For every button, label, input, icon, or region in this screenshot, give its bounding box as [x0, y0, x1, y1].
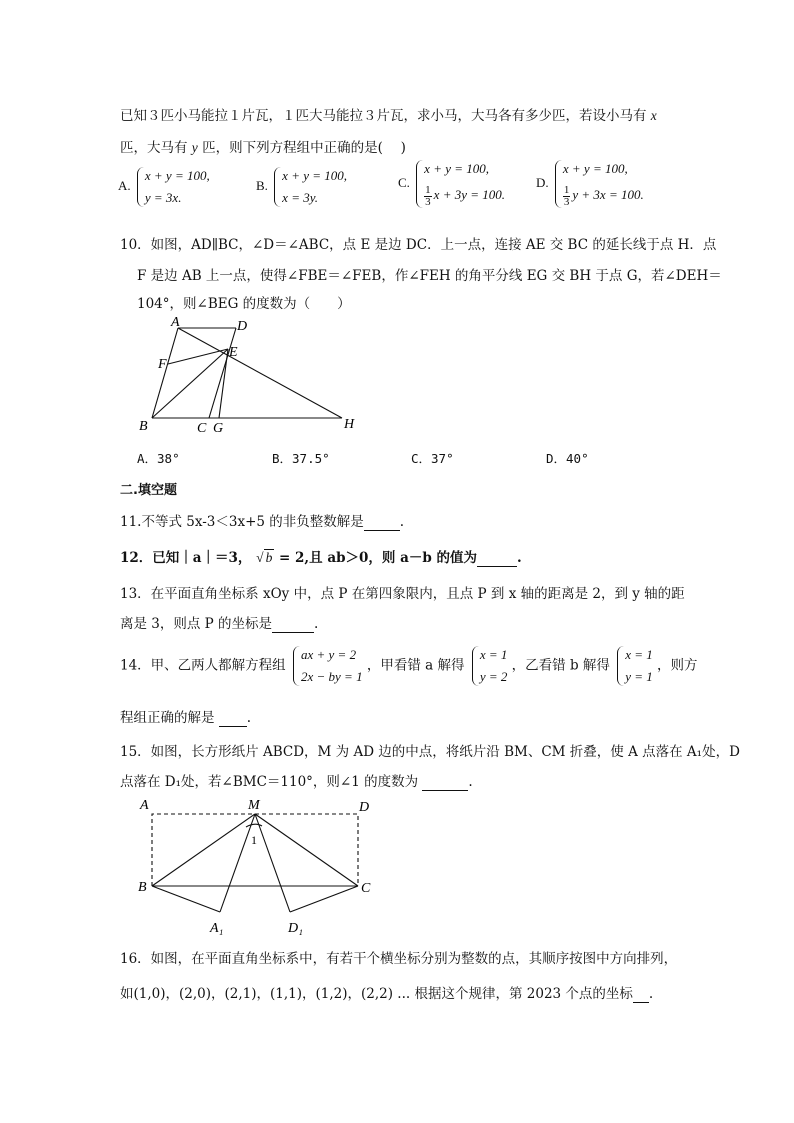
q10-option-a[interactable]: A．38° — [137, 451, 180, 466]
q13-line2: 离是 3，则点 P 的坐标是 . — [120, 616, 319, 632]
q10-segment-ab — [152, 328, 178, 418]
q9-option-d-system: x + y = 100, $\frac{1}{3}$ y + 3x = 100. — [554, 158, 644, 210]
q9-option-c-fraction: $\frac{1}{3}$ — [425, 183, 431, 208]
q14-answer-blank[interactable] — [219, 710, 247, 727]
q15-dashed-rectangle — [152, 814, 358, 886]
q15-label-a: A — [140, 798, 149, 813]
q13-line1: 13．在平面直角坐标系 xOy 中，点 P 在第四象限内，且点 P 到 x 轴的距离是 2，到 y 轴的距 — [120, 586, 685, 602]
q15-line2: 点落在 D₁处，若∠BMC＝110°，则∠1 的度数为 . — [120, 774, 473, 790]
q16-line2: 如(1,0)，(2,0)，(2,1)，(1,1)，(1,2)，(2,2) ... 根据这个规律，第 2023 个点的坐标 . — [120, 986, 654, 1002]
q10-segment-ah — [178, 328, 342, 418]
q9-option-b-system: x + y = 100, x = 3y. — [273, 165, 347, 209]
q12-answer-blank[interactable] — [477, 550, 517, 567]
q14-system: ax + y = 2 2x − by = 1 — [292, 644, 363, 688]
q10-line2: F 是边 AB 上一点，使得∠FBE＝∠FEB，作∠FEH 的角平分线 EG 交 BH 于点 G，若∠DEH＝ — [137, 268, 722, 284]
q15-segment-cd1 — [290, 886, 358, 912]
q12: 12．已知｜a｜＝3， √ b = 2,且 ab＞0，则 a－b 的值为 . — [120, 550, 522, 566]
q11-answer-blank[interactable] — [364, 514, 400, 531]
q10-option-b[interactable]: B．37.5° — [272, 451, 330, 466]
q11: 11.不等式 5x-3＜3x+5 的非负整数解是 . — [120, 514, 405, 530]
q16-line1: 16．如图，在平面直角坐标系中，有若干个横坐标分别为整数的点，其顺序按图中方向排列， — [120, 951, 678, 967]
q14-jia-solution: x = 1 y = 2 — [471, 644, 508, 688]
q10-option-c[interactable]: C．37° — [411, 451, 454, 466]
q9-line2: 匹，大马有 y 匹，则下列方程组中正确的是( ) — [120, 140, 406, 156]
q9-option-b[interactable]: B. x + y = 100, x = 3y. — [256, 165, 347, 209]
q12-sqrt: √ b — [256, 550, 273, 565]
q9-option-a[interactable]: A. x + y = 100, y = 3x. — [118, 165, 210, 209]
q15-label-m: M — [248, 798, 260, 813]
q10-label-e: E — [229, 345, 238, 360]
q15-answer-blank[interactable] — [422, 774, 468, 791]
q10-label-c: C — [197, 421, 207, 436]
q9-option-d-fraction: $\frac{1}{3}$ — [563, 183, 570, 208]
q9-line1: 已知３匹小马能拉１片瓦，１匹大马能拉３片瓦，求小马，大马各有多少匹，若设小马有 x — [120, 108, 657, 124]
q15-segment-cm — [255, 814, 358, 886]
q15-figure — [134, 794, 384, 940]
q9-var-y: y — [191, 140, 198, 155]
q15-segment-a1m — [220, 814, 255, 912]
q15-segment-d1m — [255, 814, 290, 912]
q10-label-g: G — [213, 421, 224, 436]
q15-label-angle-1: 1 — [251, 833, 257, 847]
q16-answer-blank[interactable] — [633, 986, 649, 1003]
q9-option-d[interactable]: D. x + y = 100, $\frac{1}{3}$ y + 3x = 100. — [536, 158, 644, 210]
q15-label-d1: D₁ — [288, 921, 303, 936]
q10-label-d: D — [237, 319, 248, 334]
q14-line2: 程组正确的解是 . — [120, 710, 252, 726]
q9-var-x: x — [650, 108, 657, 123]
q10-line1: 10．如图，AD∥BC，∠D＝∠ABC，点 E 是边 DC．上一点，连接 AE 交 BC 的延长线于点 H．点 — [120, 237, 717, 253]
q10-line3: 104°，则∠BEG 的度数为（ ） — [137, 296, 351, 312]
q10-label-h: H — [344, 417, 355, 432]
q9-option-a-system: x + y = 100, y = 3x. — [136, 165, 210, 209]
q14-line1: 14．甲、乙两人都解方程组 ax + y = 2 2x − by = 1 ，甲看错 a 解得 x = 1 y = 2 ，乙看错 b 解得 x = 1 y = 1 ，则方 — [120, 644, 698, 688]
q10-segment-eg — [219, 349, 228, 418]
q10-option-d[interactable]: D．40° — [546, 451, 589, 466]
q10-segment-dc — [209, 328, 236, 418]
q9-option-c[interactable]: C. x + y = 100, $\frac{1}{3}$ x + 3y = 100. — [398, 158, 505, 210]
q15-label-c: C — [361, 881, 371, 896]
q9-option-c-system: x + y = 100, $\frac{1}{3}$ x + 3y = 100. — [415, 158, 505, 210]
q15-segment-ba1 — [152, 886, 220, 912]
q14-yi-solution: x = 1 y = 1 — [616, 644, 653, 688]
q10-label-b: B — [139, 419, 148, 434]
q15-segment-bm — [152, 814, 255, 886]
q15-label-a1: A₁ — [210, 921, 224, 936]
q15-label-d: D — [359, 800, 370, 815]
q15-label-b: B — [138, 880, 147, 895]
q10-label-f: F — [158, 357, 167, 372]
q10-figure — [130, 312, 370, 436]
q13-answer-blank[interactable] — [272, 616, 314, 633]
section-title: 二.填空题 — [120, 483, 177, 498]
q10-label-a: A — [171, 315, 180, 330]
q15-line1: 15．如图，长方形纸片 ABCD，M 为 AD 边的中点，将纸片沿 BM、CM 折叠，使 A 点落在 A₁处，D — [120, 744, 740, 760]
